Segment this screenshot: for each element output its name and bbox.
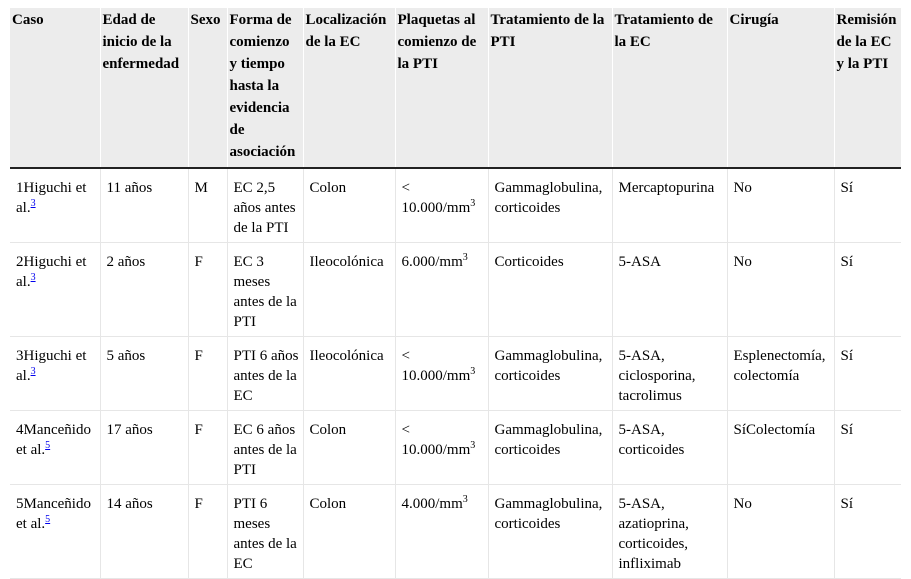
header-forma: Forma de comienzo y tiempo hasta la evidencia de asociación [227,8,303,168]
cell-tratamiento-pti: Corticoides [488,243,612,337]
cell-edad: 14 años [100,485,188,579]
plaquetas-exponent: 3 [470,198,476,209]
cell-remision: Sí [834,243,901,337]
cell-sexo: F [188,411,227,485]
cell-cirugia: No [727,168,834,243]
cell-tratamiento-ec: 5-ASA [612,243,727,337]
table-row [10,485,901,579]
table-row [10,337,901,411]
header-tratamiento-ec: Tratamiento de la EC [612,8,727,168]
cell-tratamiento-pti: Gammaglobulina, corticoides [488,485,612,579]
cell-cirugia: No [727,485,834,579]
cell-caso [10,337,100,411]
caso-text: 4Manceñido et al. [16,422,91,458]
caso-text: 2Higuchi et al. [16,254,87,290]
plaquetas-text: < 10.000/mm [401,422,471,458]
cell-edad: 11 años [100,168,188,243]
caso-text: 1Higuchi et al. [16,180,87,216]
cell-localizacion: Colon [303,485,395,579]
cell-cirugia: Esplenectomía, colectomía [727,337,834,411]
cell-localizacion: Colon [303,168,395,243]
cell-forma: PTI 6 meses antes de la EC [227,485,303,579]
cell-tratamiento-ec: Mercaptopurina [612,168,727,243]
cell-tratamiento-ec: 5-ASA, azatioprina, corticoides, infliximab [612,485,727,579]
cell-caso [10,243,100,337]
cell-localizacion: Ileocolónica [303,243,395,337]
plaquetas-text: < 10.000/mm [401,180,471,216]
header-localizacion: Localización de la EC [303,8,395,168]
cell-plaquetas [395,168,488,243]
cell-tratamiento-ec: 5-ASA, corticoides [612,411,727,485]
cell-remision: Sí [834,411,901,485]
cell-remision: Sí [834,485,901,579]
cell-edad: 5 años [100,337,188,411]
table-row [10,168,901,243]
reference-link[interactable]: 5 [45,514,51,525]
reference-link[interactable]: 3 [30,272,36,283]
cell-plaquetas [395,411,488,485]
cell-sexo: F [188,485,227,579]
header-remision: Remisión de la EC y la PTI [834,8,901,168]
cell-tratamiento-pti: Gammaglobulina, corticoides [488,337,612,411]
cell-caso [10,411,100,485]
cell-tratamiento-pti: Gammaglobulina, corticoides [488,411,612,485]
cell-cirugia: No [727,243,834,337]
plaquetas-text: 4.000/mm [401,496,463,512]
caso-text: 3Higuchi et al. [16,348,87,384]
cell-tratamiento-ec: 5-ASA, ciclosporina, tacrolimus [612,337,727,411]
header-row [10,8,901,168]
cell-localizacion: Ileocolónica [303,337,395,411]
cell-caso [10,485,100,579]
cell-remision: Sí [834,168,901,243]
table-row [10,411,901,485]
cell-localizacion: Colon [303,411,395,485]
plaquetas-exponent: 3 [462,494,468,505]
table-row [10,243,901,337]
plaquetas-text: 6.000/mm [401,254,463,270]
plaquetas-text: < 10.000/mm [401,348,471,384]
plaquetas-exponent: 3 [470,440,476,451]
cell-plaquetas [395,337,488,411]
reference-link[interactable]: 5 [45,440,51,451]
cell-edad: 2 años [100,243,188,337]
cell-sexo: M [188,168,227,243]
header-caso: Caso [10,8,100,168]
cell-plaquetas [395,485,488,579]
cell-caso [10,168,100,243]
cell-plaquetas [395,243,488,337]
header-sexo: Sexo [188,8,227,168]
plaquetas-exponent: 3 [470,366,476,377]
cell-forma: EC 2,5 años antes de la PTI [227,168,303,243]
case-table [10,8,901,579]
cell-sexo: F [188,243,227,337]
header-tratamiento-pti: Tratamiento de la PTI [488,8,612,168]
cell-sexo: F [188,337,227,411]
reference-link[interactable]: 3 [30,366,36,377]
cell-forma: EC 3 meses antes de la PTI [227,243,303,337]
header-cirugia: Cirugía [727,8,834,168]
cell-remision: Sí [834,337,901,411]
reference-link[interactable]: 3 [30,198,36,209]
caso-text: 5Manceñido et al. [16,496,91,532]
cell-edad: 17 años [100,411,188,485]
cell-forma: EC 6 años antes de la PTI [227,411,303,485]
header-plaquetas: Plaquetas al comienzo de la PTI [395,8,488,168]
cell-tratamiento-pti: Gammaglobulina, corticoides [488,168,612,243]
cell-cirugia: SíColectomía [727,411,834,485]
plaquetas-exponent: 3 [462,252,468,263]
header-edad: Edad de inicio de la enfermedad [100,8,188,168]
cell-forma: PTI 6 años antes de la EC [227,337,303,411]
